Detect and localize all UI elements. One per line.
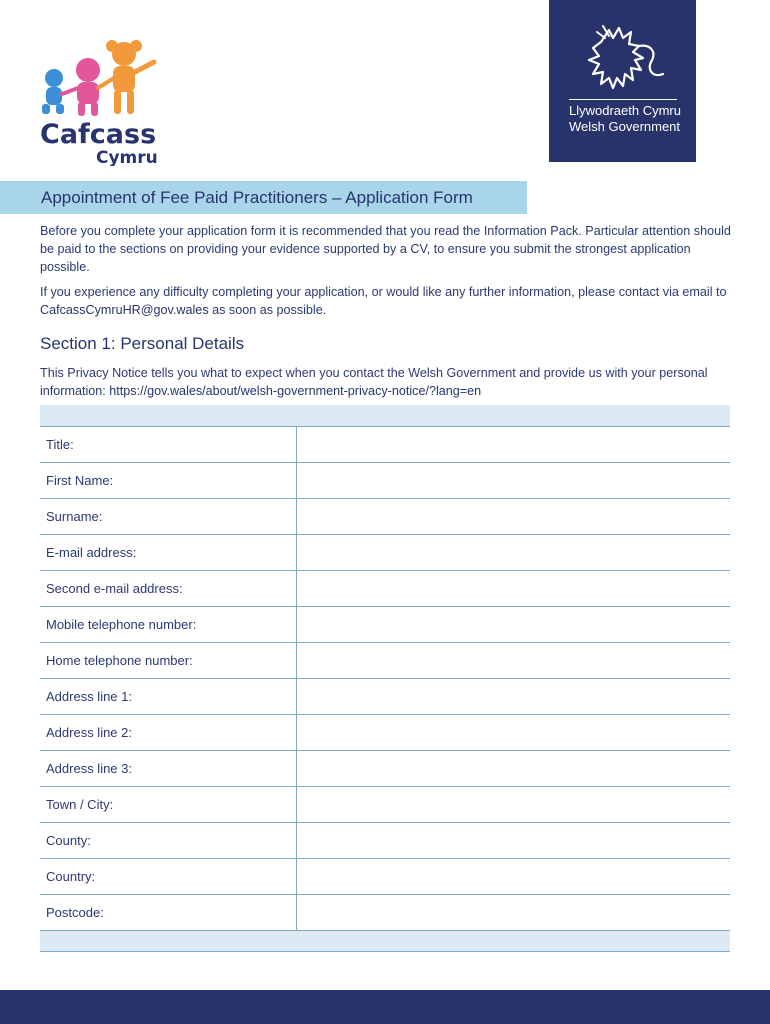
- table-footer-band: [40, 931, 730, 952]
- page-title: Appointment of Fee Paid Practitioners – Application Form: [41, 188, 473, 207]
- field-label: County:: [40, 823, 297, 859]
- dragon-icon: [579, 22, 667, 96]
- field-label: Address line 3:: [40, 751, 297, 787]
- field-input[interactable]: [297, 607, 730, 643]
- field-label: Title:: [40, 427, 297, 463]
- privacy-notice-link[interactable]: https://gov.wales/about/welsh-government-privacy-notice/?lang=en: [109, 384, 482, 398]
- field-input[interactable]: [297, 499, 730, 535]
- form-row: [40, 787, 730, 823]
- field-label: Country:: [40, 859, 297, 895]
- form-row: [40, 715, 730, 751]
- field-label: Town / City:: [40, 787, 297, 823]
- logo-text-english: Welsh Government: [569, 119, 681, 134]
- contact-text-end: as soon as possible.: [208, 303, 327, 317]
- section-heading: Section 1: Personal Details: [40, 334, 245, 353]
- table-header-band: [40, 405, 730, 427]
- field-input[interactable]: [297, 679, 730, 715]
- field-input[interactable]: [297, 571, 730, 607]
- form-row: [40, 643, 730, 679]
- field-label: Postcode:: [40, 895, 297, 931]
- field-input[interactable]: [297, 823, 730, 859]
- cafcass-cymru-logo: [38, 36, 168, 166]
- field-label: Surname:: [40, 499, 297, 535]
- svg-text:Cafcass: Cafcass: [40, 119, 157, 150]
- form-row: [40, 895, 730, 931]
- contact-email-link[interactable]: CafcassCymruHR@gov.wales: [40, 303, 209, 317]
- form-row: [40, 751, 730, 787]
- field-input[interactable]: [297, 427, 730, 463]
- form-row: [40, 463, 730, 499]
- welsh-government-logo: [549, 0, 696, 162]
- footer-band: [0, 990, 770, 1024]
- field-input[interactable]: [297, 463, 730, 499]
- form-row: [40, 427, 730, 463]
- field-label: Address line 2:: [40, 715, 297, 751]
- form-row: [40, 679, 730, 715]
- field-input[interactable]: [297, 895, 730, 931]
- privacy-paragraph: [40, 364, 740, 400]
- form-row: [40, 859, 730, 895]
- field-label: Home telephone number:: [40, 643, 297, 679]
- field-label: Mobile telephone number:: [40, 607, 297, 643]
- form-row: [40, 571, 730, 607]
- field-input[interactable]: [297, 643, 730, 679]
- field-input[interactable]: [297, 535, 730, 571]
- contact-text: If you experience any difficulty completing your application, or would like any further information, please contact via email to: [40, 285, 727, 299]
- field-label: Address line 1:: [40, 679, 297, 715]
- field-label: Second e-mail address:: [40, 571, 297, 607]
- field-input[interactable]: [297, 859, 730, 895]
- privacy-text: This Privacy Notice tells you what to expect when you contact the Welsh Government and provide us with your personal information:: [40, 366, 708, 398]
- logo-divider: [569, 99, 677, 100]
- personal-details-table: [40, 405, 730, 952]
- form-row: [40, 823, 730, 859]
- intro-paragraph: Before you complete your application form it is recommended that you read the Information Pack. Particular attention should be paid to the sections on providing your evidence supported by a CV, to ensure you submit the strongest application possible.: [40, 224, 731, 274]
- svg-text:Cymru: Cymru: [96, 148, 158, 166]
- field-input[interactable]: [297, 751, 730, 787]
- field-label: First Name:: [40, 463, 297, 499]
- form-row: [40, 499, 730, 535]
- field-input[interactable]: [297, 787, 730, 823]
- form-row: [40, 535, 730, 571]
- contact-paragraph: [40, 283, 740, 319]
- field-label: E-mail address:: [40, 535, 297, 571]
- logo-text-welsh: Llywodraeth Cymru: [569, 103, 681, 118]
- field-input[interactable]: [297, 715, 730, 751]
- form-row: [40, 607, 730, 643]
